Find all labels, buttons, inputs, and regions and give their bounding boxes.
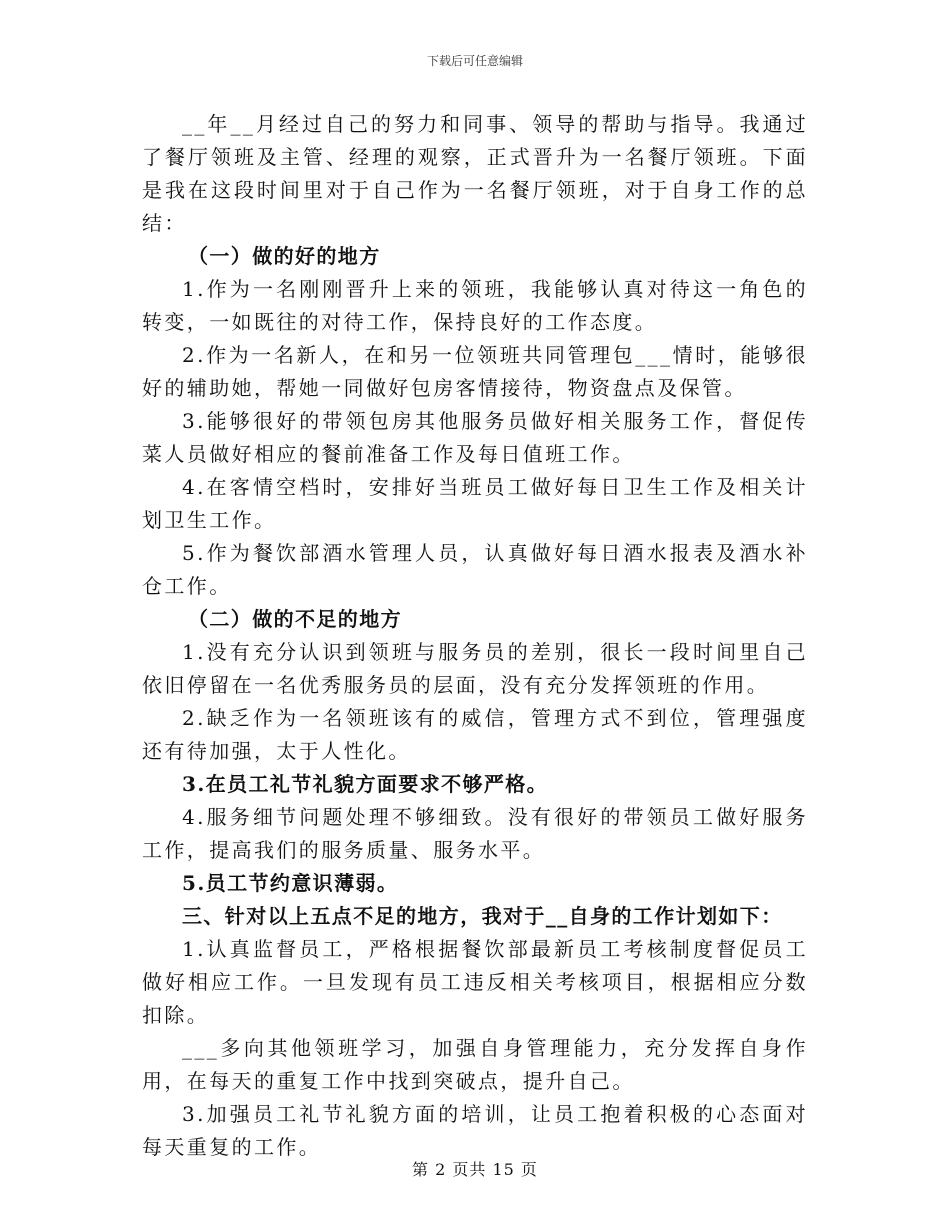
list-item: 3.能够很好的带领包房其他服务员做好相关服务工作，督促传菜人员做好相应的餐前准备工作及每日值班工作。 <box>142 409 808 466</box>
document-body <box>142 108 808 1164</box>
list-item: 4.在客情空档时，安排好当班员工做好每日卫生工作及相关计划卫生工作。 <box>142 475 808 532</box>
list-item: 1.没有充分认识到领班与服务员的差别，很长一段时间里自己依旧停留在一名优秀服务员的层面，没有充分发挥领班的作用。 <box>142 640 808 697</box>
list-item: 1.作为一名刚刚晋升上来的领班，我能够认真对待这一角色的转变，一如既往的对待工作，保持良好的工作态度。 <box>142 277 808 334</box>
section-heading-good: （一）做的好的地方 <box>188 244 381 268</box>
list-item: 3.加强员工礼节礼貌方面的培训，让员工抱着积极的心态面对每天重复的工作。 <box>142 1102 808 1159</box>
list-item: 1.认真监督员工，严格根据餐饮部最新员工考核制度督促员工做好相应工作。一旦发现有员工违反相关考核项目，根据相应分数扣除。 <box>142 937 808 1027</box>
list-item: 4.服务细节问题处理不够细致。没有很好的带领员工做好服务工作，提高我们的服务质量、服务水平。 <box>142 805 808 862</box>
section-heading-plan: 三、针对以上五点不足的地方，我对于__自身的工作计划如下： <box>182 904 783 928</box>
list-item: 5.作为餐饮部酒水管理人员，认真做好每日酒水报表及酒水补仓工作。 <box>142 541 808 598</box>
list-item: 2.作为一名新人，在和另一位领班共同管理包___情时，能够很好的辅助她，帮她一同做好包房客情接待，物资盘点及保管。 <box>142 343 808 400</box>
intro-paragraph: __年__月经过自己的努力和同事、领导的帮助与指导。我通过了餐厅领班及主管、经理的观察，正式晋升为一名餐厅领班。下面是我在这段时间里对于自己作为一名餐厅领班，对于自身工作的总结： <box>142 112 808 235</box>
page-number: 第 2 页共 15 页 <box>412 1160 538 1179</box>
list-item: ___多向其他领班学习，加强自身管理能力，充分发挥自身作用，在每天的重复工作中找到突破点，提升自己。 <box>142 1036 808 1093</box>
section-heading-shortcomings: （二）做的不足的地方 <box>188 607 402 631</box>
list-item: 2.缺乏作为一名领班该有的威信，管理方式不到位，管理强度还有待加强，太于人性化。 <box>142 706 808 763</box>
page-header: 下载后可任意编辑 <box>426 54 523 68</box>
list-item-bold: 5.员工节约意识薄弱。 <box>182 871 399 895</box>
list-item-bold: 3.在员工礼节礼貌方面要求不够严格。 <box>182 772 549 796</box>
